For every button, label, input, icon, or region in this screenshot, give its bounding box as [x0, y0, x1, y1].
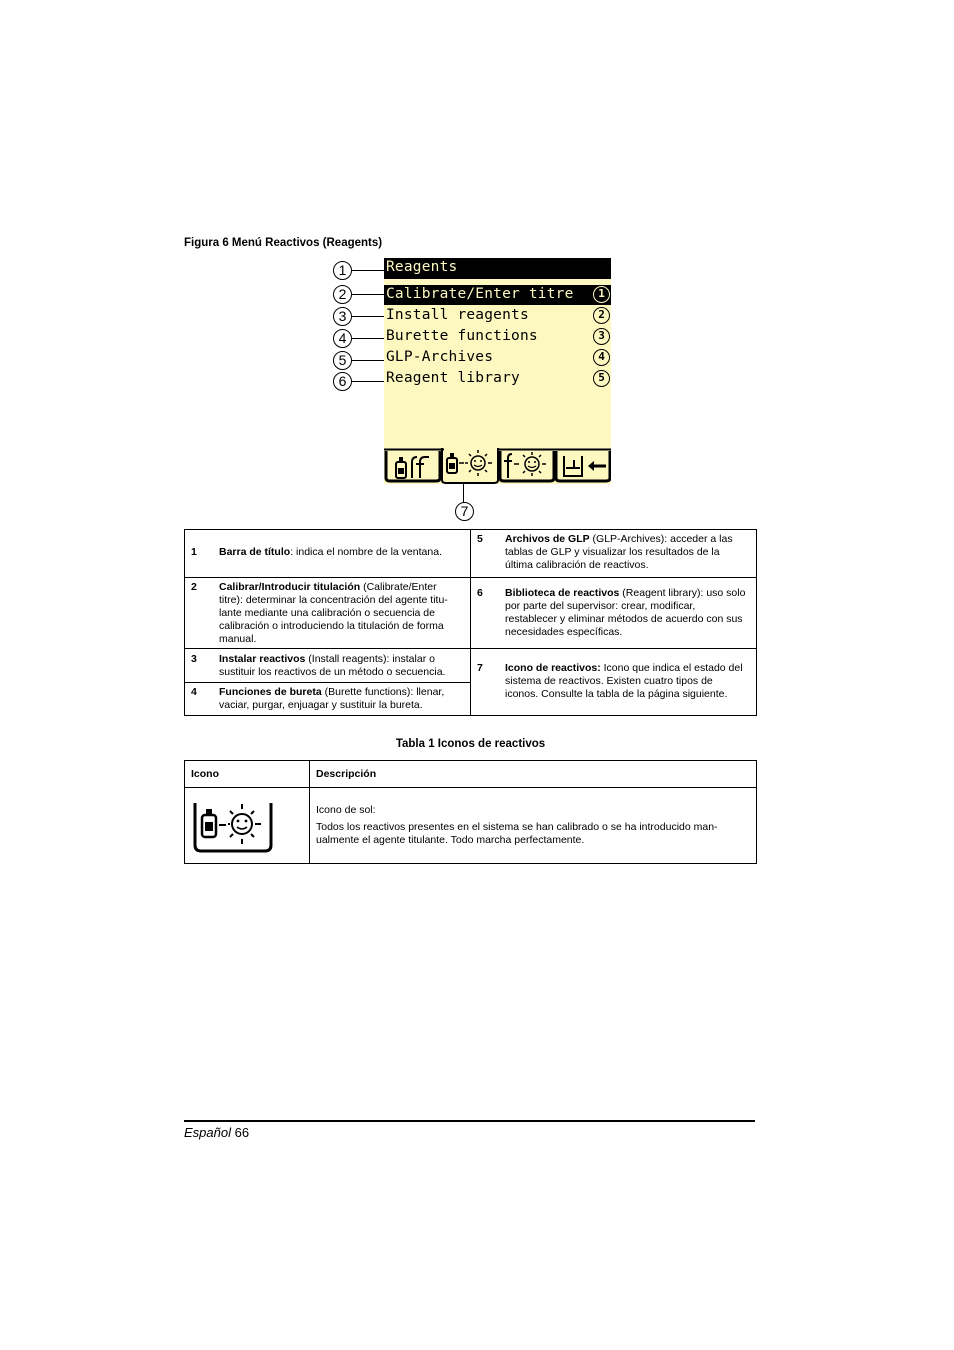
- legend-number: 1: [191, 546, 197, 558]
- legend-number: 2: [191, 581, 197, 593]
- legend-text: (Reagent library): uso solo por parte del supervisor: crear, modificar, restablecer y eliminar métodos de acuerdo con sus necesidades específicas.: [505, 587, 746, 638]
- beaker-arrow-icon[interactable]: [556, 451, 610, 481]
- page-footer: [184, 1125, 249, 1140]
- menu-item-label: Reagent library: [386, 370, 520, 386]
- legend-number: 6: [477, 587, 483, 599]
- legend-term: Archivos de GLP: [505, 533, 590, 545]
- menu-item-burette-functions[interactable]: [384, 327, 611, 347]
- leader-line: [352, 360, 384, 361]
- callout-5: 5: [333, 351, 352, 370]
- table-caption: Tabla 1 Iconos de reactivos: [395, 738, 546, 750]
- lcd-screen: [384, 258, 611, 484]
- reagents-bottles-icon[interactable]: [386, 451, 440, 481]
- figure-caption: Figura 6 Menú Reactivos (Reagents): [184, 237, 383, 249]
- menu-item-install-reagents[interactable]: [384, 306, 611, 326]
- leader-line: [352, 294, 384, 295]
- column-header-description: Descripción: [316, 768, 377, 780]
- burette-sun-icon[interactable]: [500, 451, 554, 481]
- legend-table: [184, 529, 757, 716]
- menu-item-key: 1: [593, 286, 610, 303]
- legend-item-6: [471, 578, 756, 648]
- divider: [185, 787, 756, 788]
- legend-text: (Burette functions): llenar, vaciar, purgar, enjuagar y sustituir la bureta.: [219, 686, 445, 711]
- legend-number: 5: [477, 533, 483, 545]
- menu-item-glp-archives[interactable]: [384, 348, 611, 368]
- legend-text: (Calibrate/Enter titre): determinar la concentración del agente titu- lante mediante una calibración o secuencia de calibración o introduciendo la titulación de forma manual.: [219, 581, 448, 645]
- legend-item-3: [185, 649, 470, 682]
- icons-table: [184, 760, 757, 864]
- legend-item-7: [471, 649, 756, 715]
- menu-item-key: 3: [593, 328, 610, 345]
- screen-title-bar: [384, 258, 611, 279]
- legend-term: Funciones de bureta: [219, 686, 322, 698]
- legend-text: : indica el nombre de la ventana.: [290, 546, 442, 558]
- legend-item-1: [185, 530, 470, 577]
- legend-term: Calibrar/Introducir titulación: [219, 581, 361, 593]
- legend-item-5: [471, 530, 756, 577]
- screen-title: Reagents: [386, 259, 458, 275]
- icon-title: Icono de sol:: [316, 804, 376, 816]
- leader-line: [352, 338, 384, 339]
- menu-item-label: Burette functions: [386, 328, 538, 344]
- reagent-sun-icon[interactable]: [442, 448, 499, 483]
- legend-term: Biblioteca de reactivos: [505, 587, 620, 599]
- lcd-tab-bar: [384, 448, 611, 484]
- icon-description: [316, 804, 748, 847]
- legend-number: 7: [477, 662, 483, 674]
- legend-item-2: [185, 578, 470, 648]
- legend-text: (Install reagents): instalar o sustituir los reactivos de un método o secuencia.: [219, 653, 446, 678]
- legend-term: Instalar reactivos: [219, 653, 306, 665]
- menu-item-calibrate[interactable]: [384, 285, 611, 305]
- legend-term: Barra de título: [219, 546, 291, 558]
- menu-item-label: Install reagents: [386, 307, 529, 323]
- callout-2: 2: [333, 285, 352, 304]
- callout-6: 6: [333, 372, 352, 391]
- column-header-icon: Icono: [191, 768, 219, 780]
- reagent-sun-icon: [193, 801, 273, 853]
- leader-line: [352, 270, 384, 271]
- leader-line: [352, 316, 384, 317]
- menu-item-key: 5: [593, 370, 610, 387]
- legend-term: Icono de reactivos:: [505, 662, 601, 674]
- menu-item-key: 4: [593, 349, 610, 366]
- callout-4: 4: [333, 329, 352, 348]
- legend-text: (GLP-Archives): acceder a las tablas de GLP y visualizar los resultados de la última calibración de reactivos.: [505, 533, 733, 571]
- page-number: 66: [234, 1125, 250, 1140]
- menu-item-label: Calibrate/Enter titre: [386, 286, 574, 302]
- menu-item-key: 2: [593, 307, 610, 324]
- leader-line: [352, 381, 384, 382]
- callout-3: 3: [333, 307, 352, 326]
- divider: [309, 761, 310, 863]
- callout-1: 1: [333, 261, 352, 280]
- callout-7: 7: [455, 502, 474, 521]
- legend-text: Icono que indica el estado del sistema de reactivos. Existen cuatro tipos de iconos. Consulte la tabla de la página siguiente.: [505, 662, 743, 700]
- icon-desc-text: Todos los reactivos presentes en el sistema se han calibrado o se ha introducido man- ualmente el agente titulante. Todo marcha perfectamente.: [316, 821, 718, 846]
- menu-item-reagent-library[interactable]: [384, 369, 611, 389]
- legend-number: 4: [191, 686, 197, 698]
- legend-item-4: [185, 683, 470, 715]
- menu-item-label: GLP-Archives: [386, 349, 494, 365]
- legend-number: 3: [191, 653, 197, 665]
- leader-line: [463, 484, 464, 502]
- footer-rule: [184, 1120, 755, 1122]
- footer-language: Español: [184, 1125, 231, 1140]
